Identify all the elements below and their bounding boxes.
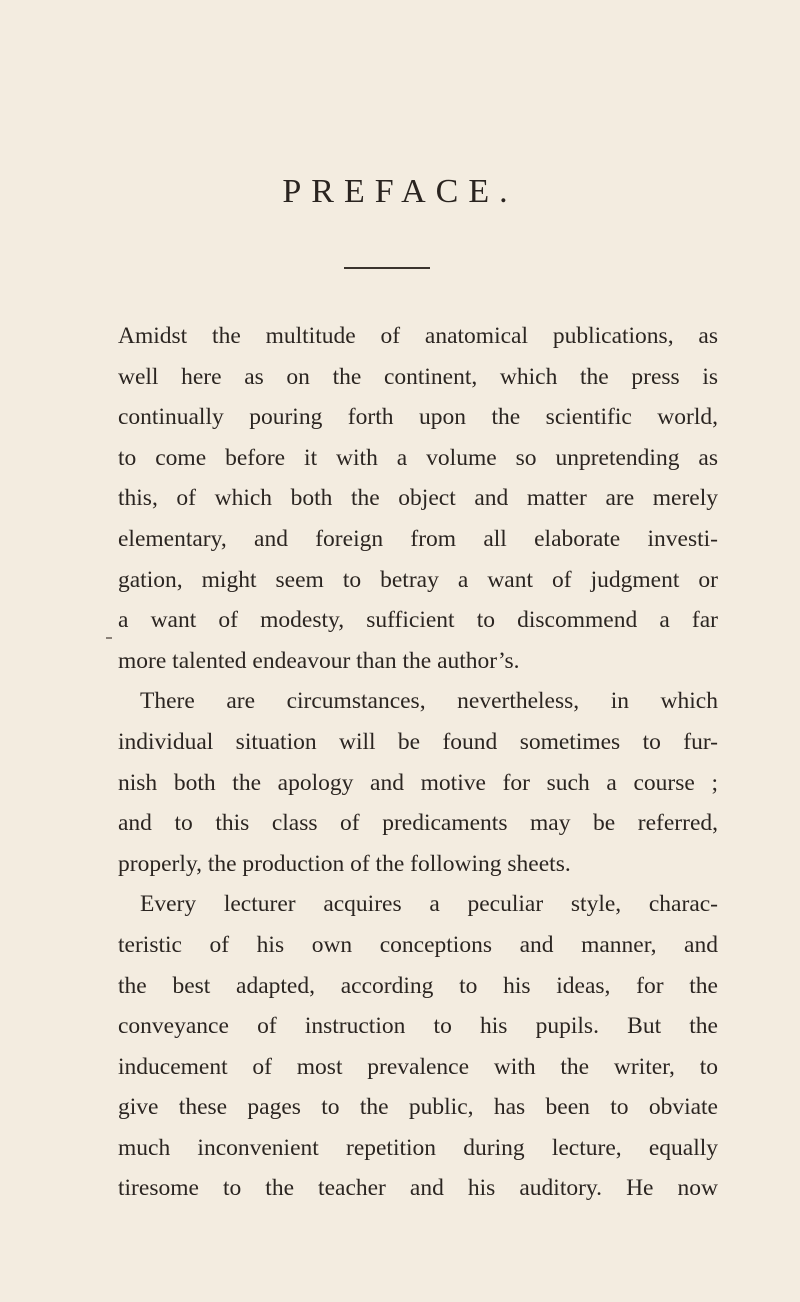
- text-line: well here as on the continent, which the press is: [118, 363, 718, 390]
- text-line: nish both the apology and motive for such a course ;: [118, 769, 718, 796]
- text-line: elementary, and foreign from all elaborate investi-: [118, 525, 718, 552]
- text-line: and to this class of predicaments may be referred,: [118, 810, 718, 837]
- text-line: conveyance of instruction to his pupils. But the: [118, 1013, 718, 1040]
- title-divider: [344, 267, 430, 269]
- text-line: a want of modesty, sufficient to discommend a far: [118, 607, 718, 634]
- text-line: give these pages to the public, has been to obviate: [118, 1094, 718, 1121]
- text-line: much inconvenient repetition during lecture, equally: [118, 1134, 718, 1161]
- text-line: teristic of his own conceptions and manner, and: [118, 931, 718, 958]
- margin-mark: [106, 637, 112, 639]
- text-line: inducement of most prevalence with the writer, to: [118, 1053, 718, 1080]
- text-line: this, of which both the object and matter are merely: [118, 485, 718, 512]
- page-title: PREFACE.: [282, 173, 518, 210]
- text-line: continually pouring forth upon the scientific world,: [118, 404, 718, 431]
- text-line: more talented endeavour than the author’s.: [118, 647, 520, 674]
- preface-body: [118, 316, 718, 1209]
- text-line: tiresome to the teacher and his auditory. He now: [118, 1175, 718, 1202]
- text-line: properly, the production of the following sheets.: [118, 850, 571, 877]
- text-line: the best adapted, according to his ideas, for the: [118, 972, 718, 999]
- text-line: individual situation will be found sometimes to fur-: [118, 728, 718, 755]
- text-line: gation, might seem to betray a want of judgment or: [118, 566, 718, 593]
- text-line: to come before it with a volume so unpretending as: [118, 444, 718, 471]
- text-line: Every lecturer acquires a peculiar style, charac-: [140, 891, 718, 918]
- text-line: There are circumstances, nevertheless, in which: [140, 688, 718, 715]
- text-line: Amidst the multitude of anatomical publications, as: [118, 323, 718, 349]
